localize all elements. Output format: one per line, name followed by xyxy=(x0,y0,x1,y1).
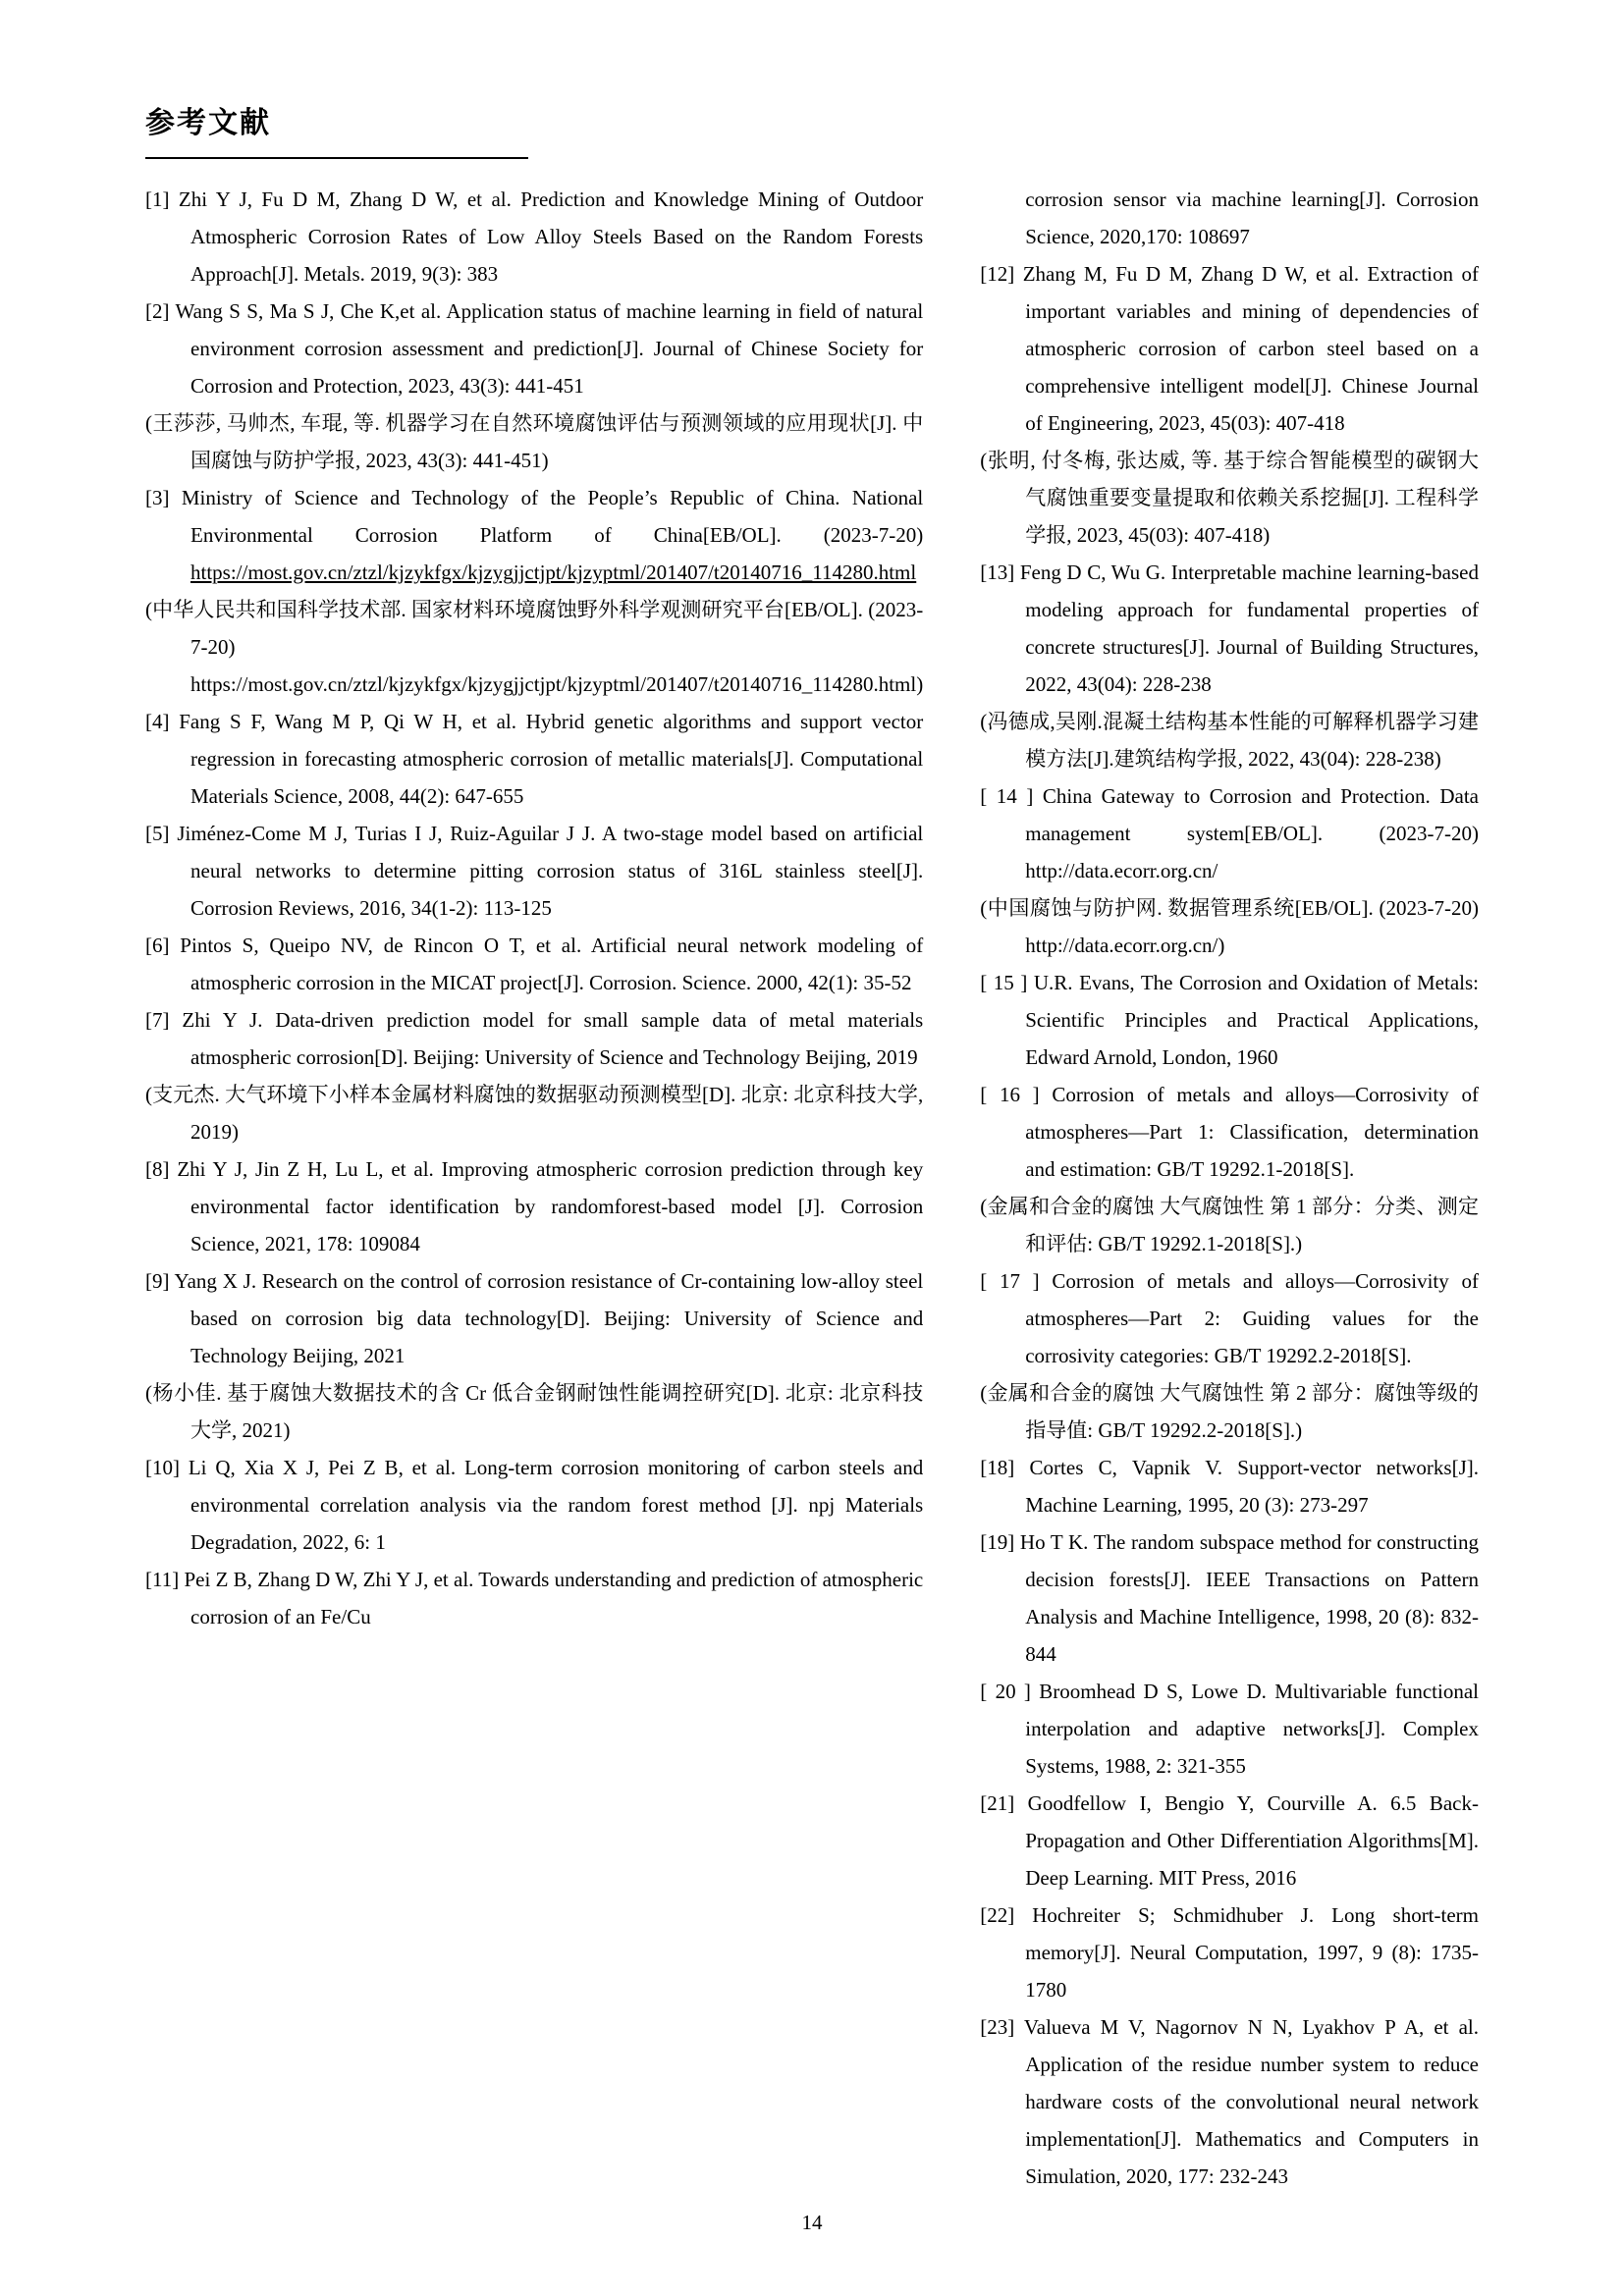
reference-item: (王莎莎, 马帅杰, 车琨, 等. 机器学习在自然环境腐蚀评估与预测领域的应用现状[J]. 中国腐蚀与防护学报, 2023, 43(3): 441-451) xyxy=(145,411,924,472)
reference-item: [9] Yang X J. Research on the control of corrosion resistance of Cr-containing low-alloy steel based on corrosion big data technology[D]. Beijing: University of Science and Technology Beijing, 2021 xyxy=(145,1269,924,1367)
reference-item: [4] Fang S F, Wang M P, Qi W H, et al. Hybrid genetic algorithms and support vector regression in forecasting atmospheric corrosion of metallic materials[J]. Computational Materials Science, 2008, 44(2): 647-655 xyxy=(145,710,924,808)
heading-divider xyxy=(145,157,528,159)
references-columns xyxy=(145,181,1479,2195)
reference-url: https://most.gov.cn/ztzl/kjzykfgx/kjzygjjctjpt/kjzyptml/201407/t20140716_114280.html xyxy=(190,672,917,696)
reference-item: [19] Ho T K. The random subspace method for constructing decision forests[J]. IEEE Transactions on Pattern Analysis and Machine Intelligence, 1998, 20 (8): 832-844 xyxy=(980,1530,1479,1666)
reference-item: [ 17 ] Corrosion of metals and alloys—Corrosivity of atmospheres—Part 2: Guiding values for the corrosivity categories: GB/T 19292.2-2018[S]. xyxy=(980,1269,1479,1367)
reference-item: [12] Zhang M, Fu D M, Zhang D W, et al. Extraction of important variables and mining of dependencies of atmospheric corrosion of carbon steel based on a comprehensive intelligent model[J]. Chinese Journal of Engineering, 2023, 45(03): 407-418 xyxy=(980,262,1479,435)
section-heading: 参考文献 xyxy=(145,107,271,139)
reference-item: [7] Zhi Y J. Data-driven prediction model for small sample data of metal materials atmospheric corrosion[D]. Beijing: University of Science and Technology Beijing, 2019 xyxy=(145,1008,924,1069)
reference-item: [ 15 ] U.R. Evans, The Corrosion and Oxidation of Metals: Scientific Principles and Practical Applications, Edward Arnold, London, 1960 xyxy=(980,971,1479,1069)
references-column-left xyxy=(145,181,923,2195)
reference-item: [ 16 ] Corrosion of metals and alloys—Corrosivity of atmospheres—Part 1: Classification, determination and estimation: GB/T 19292.1-2018[S]. xyxy=(980,1083,1479,1181)
reference-item: [5] Jiménez-Come M J, Turias I J, Ruiz-Aguilar J J. A two-stage model based on artificial neural networks to determine pitting corrosion status of 316L stainless steel[J]. Corrosion Reviews, 2016, 34(1-2): 113-125 xyxy=(145,822,924,920)
reference-item: (金属和合金的腐蚀 大气腐蚀性 第 1 部分：分类、测定和评估: GB/T 19292.1-2018[S].) xyxy=(980,1195,1479,1255)
reference-item: [6] Pintos S, Queipo NV, de Rincon O T, et al. Artificial neural network modeling of atmospheric corrosion in the MICAT project[J]. Corrosion. Science. 2000, 42(1): 35-52 xyxy=(145,934,924,994)
reference-item: [21] Goodfellow I, Bengio Y, Courville A. 6.5 Back-Propagation and Other Differentiation Algorithms[M]. Deep Learning. MIT Press, 2016 xyxy=(980,1791,1479,1890)
page-number: 14 xyxy=(801,2211,823,2234)
reference-item: corrosion sensor via machine learning[J]. Corrosion Science, 2020,170: 108697 xyxy=(1025,187,1479,248)
reference-item: [18] Cortes C, Vapnik V. Support-vector networks[J]. Machine Learning, 1995, 20 (3): 273-297 xyxy=(980,1456,1479,1517)
reference-item: (冯德成,吴刚.混凝土结构基本性能的可解释机器学习建模方法[J].建筑结构学报, 2022, 43(04): 228-238) xyxy=(980,710,1479,771)
reference-item: (金属和合金的腐蚀 大气腐蚀性 第 2 部分：腐蚀等级的指导值: GB/T 19292.2-2018[S].) xyxy=(980,1381,1479,1442)
reference-item: (中国腐蚀与防护网. 数据管理系统[EB/OL]. (2023-7-20) http://data.ecorr.org.cn/) xyxy=(980,896,1479,957)
reference-item: [22] Hochreiter S; Schmidhuber J. Long short-term memory[J]. Neural Computation, 1997, 9 (8): 1735-1780 xyxy=(980,1903,1479,2002)
reference-item: [3] Ministry of Science and Technology of the People’s Republic of China. National Environmental Corrosion Platform of China[EB/OL]. (2023-7-20) https://most.gov.cn/ztzl/kjzykfgx/kjzygjjctjpt/kjzyptml/201407/t20140716_114280.html xyxy=(145,486,924,584)
reference-item: (杨小佳. 基于腐蚀大数据技术的含 Cr 低合金钢耐蚀性能调控研究[D]. 北京: 北京科技大学, 2021) xyxy=(145,1381,924,1442)
references-column-right xyxy=(980,181,1479,2195)
reference-item: [ 14 ] China Gateway to Corrosion and Protection. Data management system[EB/OL]. (2023-7-20) http://data.ecorr.org.cn/ xyxy=(980,784,1479,882)
reference-item: (张明, 付冬梅, 张达威, 等. 基于综合智能模型的碳钢大气腐蚀重要变量提取和依赖关系挖掘[J]. 工程科学学报, 2023, 45(03): 407-418) xyxy=(980,449,1479,547)
reference-item: [ 20 ] Broomhead D S, Lowe D. Multivariable functional interpolation and adaptive networks[J]. Complex Systems, 1988, 2: 321-355 xyxy=(980,1680,1479,1778)
reference-item: [2] Wang S S, Ma S J, Che K,et al. Application status of machine learning in field of natural environment corrosion assessment and prediction[J]. Journal of Chinese Society for Corrosion and Protection, 2023, 43(3): 441-451 xyxy=(145,299,924,398)
reference-url-link[interactable]: https://most.gov.cn/ztzl/kjzykfgx/kjzygjjctjpt/kjzyptml/201407/t20140716_114280.html xyxy=(190,561,917,584)
reference-item: (支元杰. 大气环境下小样本金属材料腐蚀的数据驱动预测模型[D]. 北京: 北京科技大学, 2019) xyxy=(145,1083,924,1144)
reference-item: [8] Zhi Y J, Jin Z H, Lu L, et al. Improving atmospheric corrosion prediction through key environmental factor identification by randomforest-based model [J]. Corrosion Science, 2021, 178: 109084 xyxy=(145,1157,924,1255)
reference-item: [13] Feng D C, Wu G. Interpretable machine learning-based modeling approach for fundamental properties of concrete structures[J]. Journal of Building Structures, 2022, 43(04): 228-238 xyxy=(980,561,1479,696)
reference-item: (中华人民共和国科学技术部. 国家材料环境腐蚀野外科学观测研究平台[EB/OL]. (2023-7-20) https://most.gov.cn/ztzl/kjzykfgx/kjzygjjctjpt/kjzyptml/201407/t20140716_114280.html) xyxy=(145,598,924,696)
reference-item: [23] Valueva M V, Nagornov N N, Lyakhov P A, et al. Application of the residue number system to reduce hardware costs of the convolutional neural network implementation[J]. Mathematics and Computers in Simulation, 2020, 177: 232-243 xyxy=(980,2015,1479,2188)
reference-item: [11] Pei Z B, Zhang D W, Zhi Y J, et al. Towards understanding and prediction of atmospheric corrosion of an Fe/Cu xyxy=(145,1568,924,1629)
reference-item: [10] Li Q, Xia X J, Pei Z B, et al. Long-term corrosion monitoring of carbon steels and environmental correlation analysis via the random forest method [J]. npj Materials Degradation, 2022, 6: 1 xyxy=(145,1456,924,1554)
reference-item: [1] Zhi Y J, Fu D M, Zhang D W, et al. Prediction and Knowledge Mining of Outdoor Atmospheric Corrosion Rates of Low Alloy Steels Based on the Random Forests Approach[J]. Metals. 2019, 9(3): 383 xyxy=(145,187,924,286)
page-content xyxy=(145,98,1479,2195)
